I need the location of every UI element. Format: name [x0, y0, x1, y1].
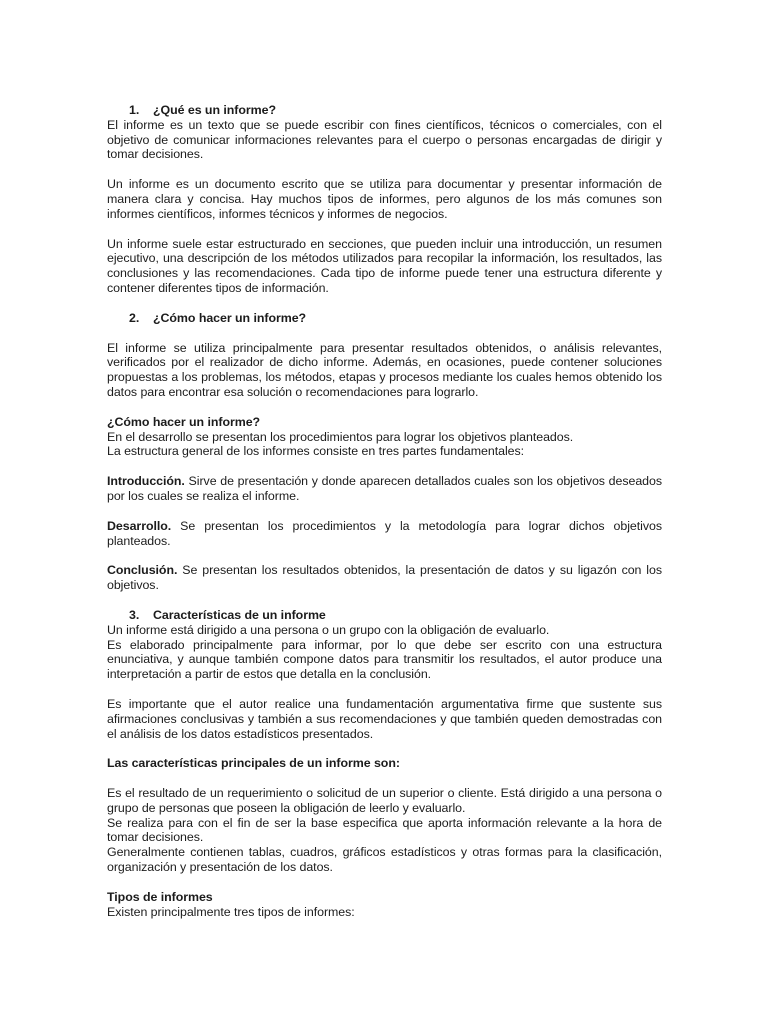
section-1-title: ¿Qué es un informe?	[153, 103, 276, 117]
section-3-number: 3.	[129, 607, 140, 622]
section-1-number: 1.	[129, 103, 140, 117]
types-heading: Tipos de informes	[107, 889, 213, 904]
section-2-sub-line-1: En el desarrollo se presentan los procedimientos para lograr los objetivos planteados.	[107, 429, 574, 444]
main-characteristics-heading: Las características principales de un informe son:	[107, 756, 400, 771]
main-characteristic-2: Se realiza para con el fin de ser la base especifica que aporta información relevante a la hora de tomar decisiones.	[107, 815, 662, 845]
section-1-paragraph-3: Un informe suele estar estructurado en secciones, que pueden incluir una introducción, un resumen ejecutivo, una descripción de los métodos utilizados para recopilar la información, los resultados, las conclusiones y las recomendaciones. Cada tipo de informe puede tener una estructura diferente y contener diferentes tipos de información.	[107, 236, 662, 295]
section-1-paragraph-2: Un informe es un documento escrito que se utiliza para documentar y presentar información de manera clara y concisa. Hay muchos tipos de informes, pero algunos de los más comunes son informes científicos, informes técnicos y informes de negocios.	[107, 177, 662, 221]
part-introduccion	[107, 474, 662, 504]
main-characteristic-1: Es el resultado de un requerimiento o solicitud de un superior o cliente. Está dirigido a una persona o grupo de personas que poseen la obligación de leerlo y evaluarlo.	[107, 786, 662, 815]
section-2-title: ¿Cómo hacer un informe?	[153, 310, 307, 325]
part-introduccion-term: Introducción.	[107, 474, 185, 489]
section-2-heading	[107, 311, 662, 326]
section-2-sub-line-2: La estructura general de los informes consiste en tres partes fundamentales:	[107, 444, 525, 459]
section-2-number: 2.	[129, 310, 140, 325]
section-3-line-2: Es elaborado principalmente para informar, por lo que debe ser escrito con una estructura enunciativa, y aunque también compone datos para transmitir los resultados, el autor produce una interpretación a partir de estos que detalla en la conclusión.	[107, 637, 662, 682]
section-2-subheading: ¿Cómo hacer un informe?	[107, 414, 261, 429]
section-1-heading	[107, 103, 662, 118]
part-conclusion-term: Conclusión.	[107, 563, 178, 578]
section-2-paragraph: El informe se utiliza principalmente para presentar resultados obtenidos, o análisis relevantes, verificados por el realizador de dicho informe. Además, en ocasiones, puede contener soluciones propuestas a los problemas, los métodos, etapas y procesos mediante los cuales hemos obtenido los datos para encontrar esa solución o recomendaciones para lograrlo.	[107, 340, 662, 399]
part-conclusion	[107, 563, 662, 593]
part-conclusion-text: Se presentan los resultados obtenidos, la presentación de datos y su ligazón con los objetivos.	[107, 563, 662, 593]
document-page	[107, 103, 662, 919]
types-line: Existen principalmente tres tipos de informes:	[107, 904, 355, 919]
section-3-title: Características de un informe	[153, 607, 326, 622]
section-3-paragraph: Es importante que el autor realice una fundamentación argumentativa firme que sustente sus afirmaciones conclusivas y también a sus recomendaciones y que también queden demostradas con el análisis de los datos estadísticos presentados.	[107, 696, 662, 741]
section-3-heading	[107, 608, 662, 623]
part-desarrollo	[107, 519, 662, 549]
part-introduccion-text: Sirve de presentación y donde aparecen detallados cuales son los objetivos deseados por los cuales se realiza el informe.	[107, 474, 662, 503]
section-3-line-1: Un informe está dirigido a una persona o un grupo con la obligación de evaluarlo.	[107, 622, 550, 637]
section-1-paragraph-1: El informe es un texto que se puede escribir con fines científicos, técnicos o comerciales, con el objetivo de comunicar informaciones relevantes para el cuerpo o personas encargadas de dirigir y tomar decisiones.	[107, 117, 662, 162]
part-desarrollo-term: Desarrollo.	[107, 518, 172, 533]
part-desarrollo-text: Se presentan los procedimientos y la metodología para lograr dichos objetivos planteados.	[107, 518, 662, 548]
main-characteristic-3: Generalmente contienen tablas, cuadros, gráficos estadísticos y otras formas para la clasificación, organización y presentación de los datos.	[107, 845, 662, 875]
